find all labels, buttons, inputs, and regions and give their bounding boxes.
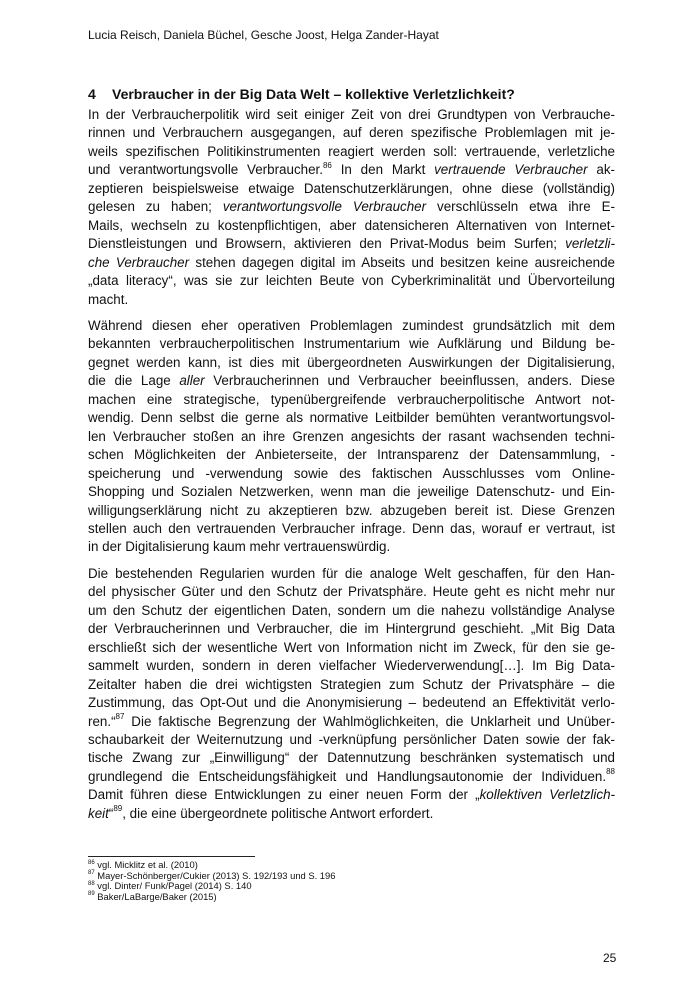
text-line bbox=[88, 354, 615, 372]
text-line bbox=[88, 502, 615, 520]
text-line bbox=[88, 317, 615, 335]
text-line bbox=[88, 465, 615, 483]
emphasis-text: keit bbox=[88, 805, 109, 821]
emphasis-text: kollektiven Verletzlich- bbox=[479, 787, 615, 803]
body-text bbox=[88, 106, 615, 823]
text-line bbox=[88, 786, 615, 804]
paragraph bbox=[88, 317, 615, 557]
text-run: gegnet werden kann, ist dies mit übergeordneten Auswirkungen der Digitalisierung, bbox=[88, 354, 615, 370]
text-line bbox=[88, 483, 615, 501]
text-line bbox=[88, 768, 615, 786]
emphasis-text: verantwortungsvolle Verbraucher bbox=[222, 199, 427, 215]
text-run: die die Lage bbox=[88, 373, 180, 389]
text-run: Shopping und Sozialen Netzwerken, wenn man die jeweilige Datenschutz- und Ein- bbox=[88, 484, 615, 500]
text-run: Während diesen eher operativen Problemlagen zumindest grundsätzlich mit dem bbox=[88, 317, 615, 333]
footnote-text: Baker/LaBarge/Baker (2015) bbox=[94, 890, 217, 902]
footnote-number: 89 bbox=[88, 891, 95, 898]
text-line bbox=[88, 583, 615, 601]
text-run: tische Zwang zur „Einwilligung“ der Datennutzung beschränken systematisch und bbox=[88, 750, 615, 766]
text-run: len Verbraucher stoßen an ihre Grenzen angesichts der rasant wachsenden techni- bbox=[88, 428, 615, 444]
text-line bbox=[88, 657, 615, 675]
emphasis-text: aller bbox=[179, 373, 205, 389]
text-line bbox=[88, 180, 615, 198]
text-line bbox=[88, 235, 615, 253]
footnote-number: 88 bbox=[88, 880, 95, 887]
text-run: stehen dagegen digital im Abseits und besitzen keine ausreichende bbox=[189, 254, 615, 270]
text-line bbox=[88, 409, 615, 427]
text-run: Verbraucherinnen und Verbraucher beeinflussen, anders. Diese bbox=[204, 373, 615, 389]
text-line bbox=[88, 538, 615, 556]
text-run: stellen auch den vertrauenden Verbraucher infrage. Denn das, worauf er vertraut, ist bbox=[88, 520, 615, 536]
text-run: schen Möglichkeiten der Anbieterseite, der Intransparenz der Datensammlung, - bbox=[88, 447, 615, 463]
footnote-reference: 86 bbox=[322, 160, 332, 170]
text-run: Die faktische Begrenzung der Wahlmöglichkeiten, die Unklarheit und Unüber- bbox=[124, 713, 615, 729]
text-line bbox=[88, 217, 615, 235]
text-run: rinnen und Verbrauchern ausgegangen, auf deren spezifische Problemlagen mit je- bbox=[88, 125, 615, 141]
text-run: bekannten verbraucherpolitischen Instrumentarium wie Aufklärung und Bildung be- bbox=[88, 336, 615, 352]
text-run: ak- bbox=[587, 162, 615, 178]
text-run: willigungserklärung nicht zu akzeptieren bzw. abzugeben bereit ist. Diese Grenzen bbox=[88, 502, 615, 518]
text-run: Zeitalter haben die drei wichtigsten Strategien zum Schutz der Privatsphäre – die bbox=[88, 676, 615, 692]
text-run: Mails, wechseln zu kostenpflichtigen, aber datensicheren Alternativen von Internet- bbox=[88, 217, 615, 233]
text-run: schaubarkeit der Weiternutzung und -verknüpfung persönlicher Daten sowie der fak- bbox=[88, 731, 615, 747]
text-run: erschließt sich der wesentliche Wert von Information nicht im Zweck, für den sie ge- bbox=[88, 639, 615, 655]
text-run: In den Markt bbox=[331, 162, 435, 178]
section-number: 4 bbox=[88, 86, 96, 102]
text-line bbox=[88, 749, 615, 767]
text-run: Dienstleistungen und Browsern, aktivieren den Privat-Modus beim Surfen; bbox=[88, 236, 566, 252]
text-run: grundlegend die Entscheidungsfähigkeit und Handlungsautonomie der Individuen. bbox=[88, 768, 607, 784]
paragraph bbox=[88, 106, 615, 309]
text-line bbox=[88, 428, 615, 446]
section-heading bbox=[88, 86, 618, 102]
footnote-text: vgl. Dinter/ Funk/Pagel (2014) S. 140 bbox=[94, 880, 252, 891]
text-line bbox=[88, 161, 615, 179]
text-line bbox=[88, 565, 615, 583]
text-line bbox=[88, 391, 615, 409]
footnotes bbox=[88, 860, 335, 902]
text-line bbox=[88, 106, 615, 124]
running-header-authors: Lucia Reisch, Daniela Büchel, Gesche Joost, Helga Zander-Hayat bbox=[88, 28, 439, 42]
text-run: , die eine übergeordnete politische Antwort erfordert. bbox=[122, 805, 434, 821]
text-run: verschlüsseln etwa ihre E- bbox=[426, 199, 615, 215]
emphasis-text: verletzli- bbox=[565, 236, 615, 252]
text-run: speicherung und -verwendung sowie des faktischen Ausschlusses vom Online- bbox=[88, 465, 615, 481]
footnote-text: vgl. Micklitz et al. (2010) bbox=[94, 859, 198, 870]
footnote-number: 86 bbox=[88, 859, 95, 866]
text-run: wendig. Denn selbst die gerne als normative Leitbilder bemühten verantwortungsvol- bbox=[88, 410, 615, 426]
footnote-reference: 88 bbox=[606, 767, 615, 777]
text-run: del physischer Güter und den Schutz der Privatsphäre. Heute geht es nicht mehr nur bbox=[88, 584, 615, 600]
text-line bbox=[88, 198, 615, 216]
text-line bbox=[88, 254, 615, 272]
text-line bbox=[88, 805, 615, 823]
text-run: ren.“ bbox=[88, 713, 116, 729]
text-line bbox=[88, 124, 615, 142]
text-run: Damit führen diese Entwicklungen zu einer neuen Form der „ bbox=[88, 787, 480, 803]
text-line bbox=[88, 272, 615, 290]
text-line bbox=[88, 713, 615, 731]
text-run: macht. bbox=[88, 291, 129, 307]
page-number: 25 bbox=[603, 951, 617, 965]
footnote-divider bbox=[88, 856, 255, 857]
text-run: machen eine strategische, typenübergreifende verbraucherpolitische Antwort not- bbox=[88, 391, 615, 407]
text-run: weils spezifischen Politikinstrumenten reagiert werden soll: vertrauende, verletzliche bbox=[88, 143, 615, 159]
footnote bbox=[88, 892, 335, 903]
text-line bbox=[88, 446, 615, 464]
text-line bbox=[88, 602, 615, 620]
text-run: Zustimmung, das Opt-Out und die Anonymisierung – bedeutend an Effektivität verlo- bbox=[88, 695, 615, 711]
text-line bbox=[88, 694, 615, 712]
paragraph bbox=[88, 565, 615, 823]
emphasis-text: che Verbraucher bbox=[88, 254, 190, 270]
text-run: in der Digitalisierung kaum mehr vertrauenswürdig. bbox=[88, 539, 391, 555]
text-line bbox=[88, 731, 615, 749]
footnote-number: 87 bbox=[88, 870, 95, 877]
text-run: zeptieren beispielsweise etwaige Datenschutzerklärungen, ohne diese (vollständig) bbox=[88, 180, 615, 196]
text-line bbox=[88, 639, 615, 657]
text-run: Die bestehenden Regularien wurden für die analoge Welt geschaffen, für den Han- bbox=[88, 565, 615, 581]
section-title: Verbraucher in der Big Data Welt – kollektive Verletzlichkeit? bbox=[112, 86, 515, 102]
text-run: um den Schutz der eigentlichen Daten, sondern um die nahezu vollständige Analyse bbox=[88, 602, 615, 618]
text-line bbox=[88, 335, 615, 353]
text-line bbox=[88, 520, 615, 538]
footnote-reference: 89 bbox=[113, 804, 123, 814]
text-run: der Verbraucherinnen und Verbraucher, die im Hintergrund geschieht. „Mit Big Data bbox=[88, 621, 615, 637]
text-line bbox=[88, 143, 615, 161]
text-line bbox=[88, 620, 615, 638]
text-run: “ bbox=[108, 805, 114, 821]
emphasis-text: vertrauende Verbraucher bbox=[434, 162, 588, 178]
text-run: gelesen zu haben; bbox=[88, 199, 223, 215]
text-run: In der Verbraucherpolitik wird seit einiger Zeit von drei Grundtypen von Verbrauche- bbox=[88, 107, 615, 122]
text-run: sammelt wurden, sondern in deren vielfacher Wiederverwendung[…]. Im Big Data- bbox=[88, 658, 615, 674]
text-line bbox=[88, 291, 615, 309]
text-run: „data literacy“, was sie zur leichten Beute von Cyberkriminalität und Übervorteilung bbox=[88, 273, 615, 289]
text-line bbox=[88, 676, 615, 694]
footnote-text: Mayer-Schönberger/Cukier (2013) S. 192/193 und S. 196 bbox=[94, 869, 336, 881]
footnote-reference: 87 bbox=[115, 712, 125, 722]
text-line bbox=[88, 372, 615, 390]
text-run: und verantwortungsvolle Verbraucher. bbox=[88, 162, 323, 178]
